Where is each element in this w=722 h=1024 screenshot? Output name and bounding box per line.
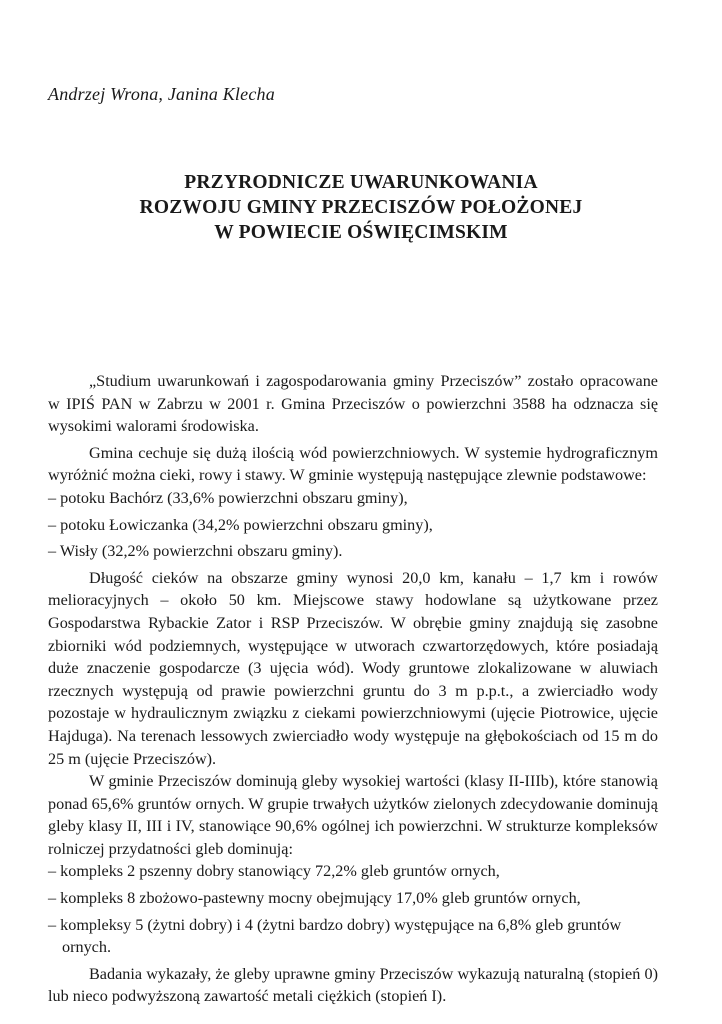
- paragraph-soils: W gminie Przeciszów dominują gleby wysokiej wartości (klasy II-IIIb), które stanowią ponad 65,6% gruntów ornych. W grupie trwałych użytków zielonych zdecydowanie dominują gleby klasy II, III i IV, stanowiące 90,6% ogólnej ich powierzchni. W strukturze kompleksów rolniczej przydatności gleb dominują:: [48, 772, 658, 858]
- paragraph-intro: „Studium uwarunkowań i zagospodarowania gminy Przeciszów” zostało opracowane w IPIŚ PAN w Zabrzu w 2001 r. Gmina Przeciszów o powierzchni 3588 ha odznacza się wysokimi walorami środowiska.: [48, 372, 658, 436]
- title-line-2: ROZWOJU GMINY PRZECISZÓW POŁOŻONEJ: [139, 197, 583, 218]
- list-item-complex-5-4: – kompleksy 5 (żytni dobry) i 4 (żytni bardzo dobry) występujące na 6,8% gleb gruntów ornych.: [48, 915, 622, 957]
- list-item-wisly: – Wisły (32,2% powierzchni obszaru gminy).: [48, 542, 343, 561]
- paragraph-waters: Długość cieków na obszarze gminy wynosi 20,0 km, kanału – 1,7 km i rowów melioracyjnych – około 50 km. Miejscowe stawy hodowlane są użytkowane przez Gospodarstwa Rybackie Zator i RSP Przeciszów. W obrębie gminy znajdują się zasobne zbiorniki wód podziemnych, występujące w utworach czwartorzędowych, które posiadają duże znaczenie gospodarcze (3 ujęcia wód). Wody gruntowe zlokalizowane w aluwiach rzecznych występują od prawie powierzchni gruntu do 3 m p.p.t., a zwierciadło wody pozostaje w hydraulicznym związku z ciekami powierzchniowymi (ujęcie Piotrowice, ujęcie Hajduga). Na terenach lessowych zwierciadło wody występuje na głębokościach od 15 m do 25 m (ujęcie Przeciszów).: [48, 568, 658, 768]
- title-line-3: W POWIECIE OŚWIĘCIMSKIM: [214, 222, 508, 243]
- list-item-complex-2: – kompleks 2 pszenny dobry stanowiący 72,2% gleb gruntów ornych,: [48, 862, 500, 881]
- title-line-1: PRZYRODNICZE UWARUNKOWANIA: [184, 172, 538, 193]
- list-item-lowiczanka: – potoku Łowiczanka (34,2% powierzchni obszaru gminy),: [48, 515, 433, 534]
- list-item-complex-8: – kompleks 8 zbożowo-pastewny mocny obejmujący 17,0% gleb gruntów ornych,: [48, 889, 581, 908]
- paragraph-hydrography: Gmina cechuje się dużą ilością wód powierzchniowych. W systemie hydrograficznym wyróżnić można cieki, rowy i stawy. W gminie występują następujące zlewnie podstawowe:: [48, 443, 658, 485]
- list-item-bachorz: – potoku Bachórz (33,6% powierzchni obszaru gminy),: [48, 488, 408, 507]
- article-title: [48, 170, 674, 245]
- paragraph-metals: Badania wykazały, że gleby uprawne gminy Przeciszów wykazują naturalną (stopień 0) lub nieco podwyższoną zawartość metali ciężkich (stopień I).: [48, 964, 658, 1006]
- article-body: [48, 370, 658, 1008]
- authors: Andrzej Wrona, Janina Klecha: [48, 84, 275, 104]
